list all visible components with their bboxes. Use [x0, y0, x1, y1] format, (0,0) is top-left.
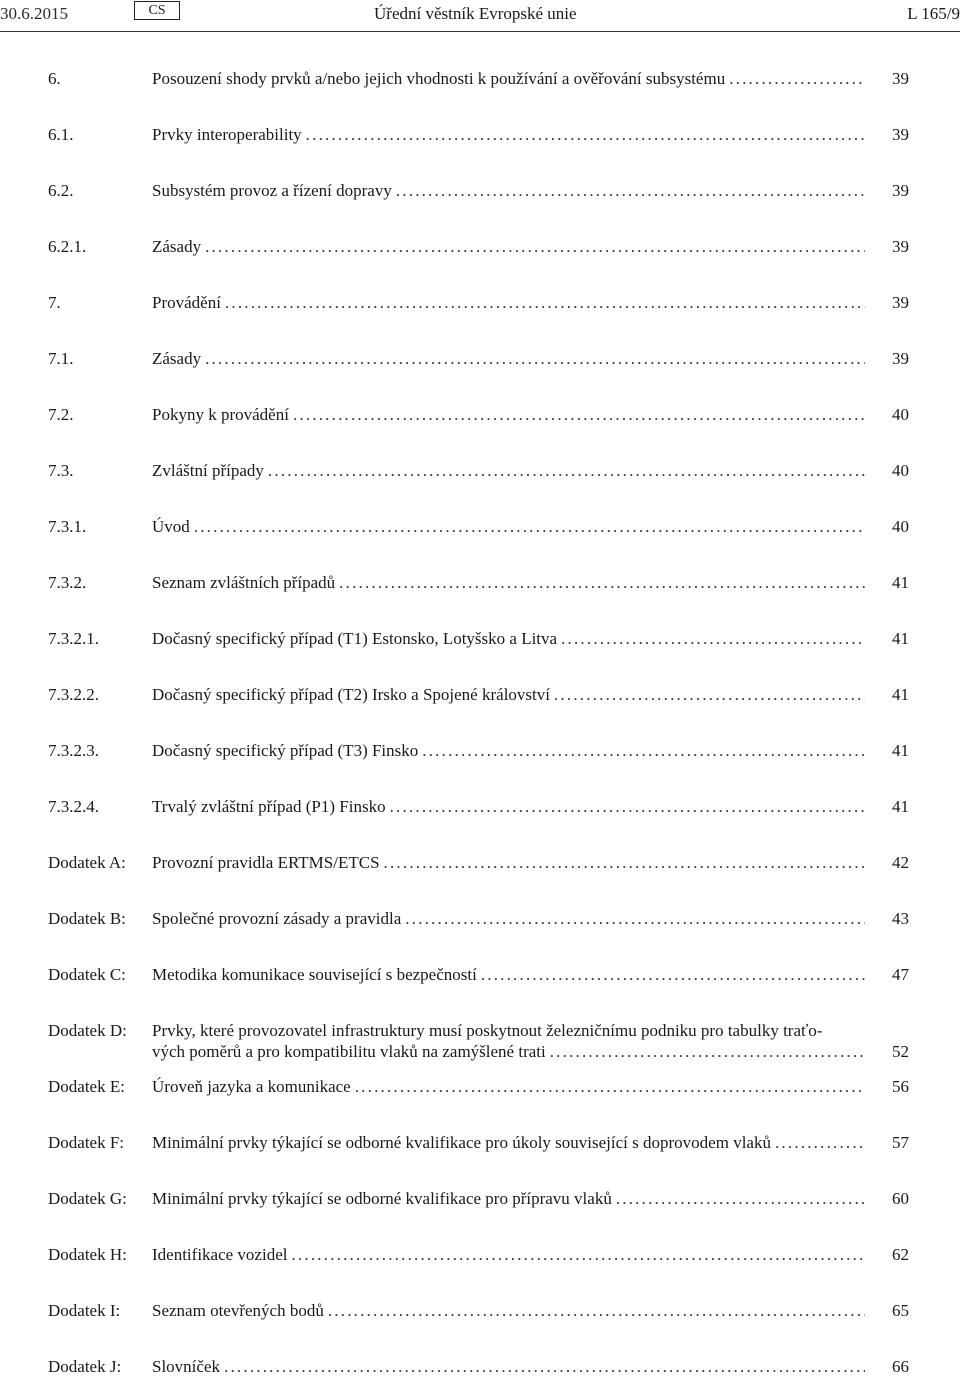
toc-title-line [152, 68, 865, 89]
toc-entry-title [152, 180, 865, 201]
toc-title-text: Dočasný specifický případ (T2) Irsko a Spojené království [152, 685, 550, 704]
toc-entry-page: 39 [892, 69, 909, 88]
toc-entry-page: 39 [892, 237, 909, 256]
toc-entry-page: 66 [892, 1357, 909, 1376]
toc-entry-page: 39 [892, 293, 909, 312]
toc-entry-page: 43 [892, 909, 909, 928]
toc-entry-title [152, 1132, 865, 1153]
toc-title-line [152, 348, 865, 369]
dot-leader [390, 796, 865, 817]
toc-entry-title [152, 404, 865, 425]
toc-entry-number: 7.3.2.4. [48, 797, 99, 816]
toc-title-text: Prvky interoperability [152, 125, 302, 144]
toc-title-line [152, 572, 865, 593]
toc-entry-title [152, 1076, 865, 1097]
toc-entry-title [152, 740, 865, 761]
toc-entry-title [152, 124, 865, 145]
dot-leader [481, 964, 865, 985]
toc-entry-number: 7.3.2.2. [48, 685, 99, 704]
toc-entry-page: 40 [892, 405, 909, 424]
toc-entry-page: 60 [892, 1189, 909, 1208]
language-badge: CS [134, 1, 180, 20]
journal-title: Úřední věstník Evropské unie [374, 4, 577, 23]
dot-leader [616, 1188, 865, 1209]
header-rule [0, 31, 960, 32]
toc-title-line [152, 180, 865, 201]
toc-title-text: Seznam otevřených bodů [152, 1301, 324, 1320]
dot-leader [339, 572, 865, 593]
dot-leader [205, 236, 865, 257]
dot-leader [328, 1300, 865, 1321]
toc-title-line [152, 1132, 865, 1153]
toc-entry-number: 6.1. [48, 125, 74, 144]
toc-entry-page: 39 [892, 349, 909, 368]
toc-title-line [152, 1356, 865, 1377]
toc-entry-number: Dodatek A: [48, 853, 126, 872]
toc-entry-number: Dodatek D: [48, 1021, 127, 1040]
dot-leader [561, 628, 865, 649]
toc-entry-number: Dodatek F: [48, 1133, 125, 1152]
dot-leader [225, 292, 865, 313]
dot-leader [405, 908, 865, 929]
toc-title-line [152, 740, 865, 761]
toc-title-text: Slovníček [152, 1357, 220, 1376]
toc-entry-title [152, 964, 865, 985]
toc-title-text: Provádění [152, 293, 221, 312]
toc-title-text: Úroveň jazyka a komunikace [152, 1077, 351, 1096]
toc-title-line [152, 852, 865, 873]
toc-title-text: vých poměrů a pro kompatibilitu vlaků na zamýšlené trati [152, 1042, 546, 1061]
toc-entry-title [152, 460, 865, 481]
toc-entry-page: 40 [892, 461, 909, 480]
toc-entry-title [152, 68, 865, 89]
toc-title-line [152, 292, 865, 313]
toc-entry-title [152, 516, 865, 537]
toc-entry-title [152, 236, 865, 257]
toc-entry-page: 62 [892, 1245, 909, 1264]
toc-entry-page: 41 [892, 685, 909, 704]
dot-leader [729, 68, 865, 89]
dot-leader [205, 348, 865, 369]
toc-entry-number: Dodatek E: [48, 1077, 125, 1096]
toc-entry-page: 42 [892, 853, 909, 872]
toc-entry-page: 40 [892, 517, 909, 536]
toc-title-line [152, 1020, 865, 1041]
toc-entry-number: 7.3.2.3. [48, 741, 99, 760]
toc-entry-page: 39 [892, 181, 909, 200]
toc-entry-number: Dodatek B: [48, 909, 126, 928]
dot-leader [384, 852, 865, 873]
toc-title-text: Subsystém provoz a řízení dopravy [152, 181, 392, 200]
toc-entry-title [152, 796, 865, 817]
toc-entry-title [152, 1356, 865, 1377]
publication-date: 30.6.2015 [0, 4, 68, 23]
toc-title-text: Posouzení shody prvků a/nebo jejich vhodnosti k používání a ověřování subsystému [152, 69, 726, 88]
toc-title-text: Provozní pravidla ERTMS/ETCS [152, 853, 380, 872]
toc-entry-title [152, 572, 865, 593]
toc-title-text: Dočasný specifický případ (T3) Finsko [152, 741, 419, 760]
toc-title-text: Úvod [152, 517, 190, 536]
toc-entry-title [152, 292, 865, 313]
toc-entry-page: 52 [892, 1042, 909, 1061]
toc-entry-number: 7.3.2. [48, 573, 87, 592]
toc-title-line [152, 460, 865, 481]
dot-leader [422, 740, 865, 761]
toc-title-text: Minimální prvky týkající se odborné kvalifikace pro přípravu vlaků [152, 1189, 612, 1208]
toc-entry-title [152, 628, 865, 649]
toc-entry-number: 7.2. [48, 405, 74, 424]
toc-title-text: Zásady [152, 237, 202, 256]
toc-title-text: Trvalý zvláštní případ (P1) Finsko [152, 797, 386, 816]
toc-title-line [152, 236, 865, 257]
toc-title-text: Identifikace vozidel [152, 1245, 288, 1264]
toc-title-line [152, 404, 865, 425]
page-reference: L 165/9 [907, 4, 960, 23]
toc-entry-number: 6.2.1. [48, 237, 87, 256]
toc-entry-number: 7.3.1. [48, 517, 87, 536]
toc-entry-page: 57 [892, 1133, 909, 1152]
toc-entry-page: 41 [892, 629, 909, 648]
toc-entry-number: 7.3. [48, 461, 74, 480]
dot-leader [224, 1356, 865, 1377]
toc-entry-page: 41 [892, 573, 909, 592]
dot-leader [194, 516, 865, 537]
toc-title-line [152, 1041, 865, 1062]
toc-entry-title [152, 1244, 865, 1265]
toc-entry-page: 65 [892, 1301, 909, 1320]
toc-entry-number: Dodatek C: [48, 965, 126, 984]
dot-leader [550, 1041, 865, 1062]
toc-title-line [152, 1188, 865, 1209]
dot-leader [293, 404, 865, 425]
toc-title-text: Zásady [152, 349, 202, 368]
toc-title-text: Seznam zvláštních případů [152, 573, 336, 592]
toc-title-text: Dočasný specifický případ (T1) Estonsko, Lotyšsko a Litva [152, 629, 558, 648]
toc-title-line [152, 796, 865, 817]
toc-entry-page: 41 [892, 741, 909, 760]
toc-title-text: Minimální prvky týkající se odborné kvalifikace pro úkoly související s doprovodem vlaků [152, 1133, 771, 1152]
toc-title-text: Pokyny k provádění [152, 405, 289, 424]
dot-leader [554, 684, 865, 705]
toc-entry-page: 41 [892, 797, 909, 816]
toc-title-line [152, 684, 865, 705]
page-header [0, 0, 960, 30]
toc-entry-number: Dodatek H: [48, 1245, 127, 1264]
toc-entry-title [152, 684, 865, 705]
toc-entry-title [152, 852, 865, 873]
toc-title-text: Zvláštní případy [152, 461, 264, 480]
toc-title-line [152, 516, 865, 537]
dot-leader [268, 460, 865, 481]
toc-entry-number: Dodatek I: [48, 1301, 121, 1320]
toc-title-line [152, 124, 865, 145]
dot-leader [306, 124, 865, 145]
dot-leader [291, 1244, 865, 1265]
dot-leader [775, 1132, 865, 1153]
dot-leader [355, 1076, 865, 1097]
toc-entry-title [152, 348, 865, 369]
toc-entry-page: 47 [892, 965, 909, 984]
toc-entry-number: 7. [48, 293, 61, 312]
toc-entry-number: 6.2. [48, 181, 74, 200]
toc-title-line [152, 1076, 865, 1097]
toc-entry-number: 7.1. [48, 349, 74, 368]
toc-title-line [152, 628, 865, 649]
toc-entry-title [152, 1300, 865, 1321]
toc-entry-number: 6. [48, 69, 61, 88]
toc-entry-number: Dodatek G: [48, 1189, 127, 1208]
toc-title-text: Prvky, které provozovatel infrastruktury musí poskytnout železničnímu podniku pro tabulky traťo- [152, 1021, 823, 1040]
toc-title-line [152, 964, 865, 985]
toc-entry-page: 56 [892, 1077, 909, 1096]
toc-title-text: Společné provozní zásady a pravidla [152, 909, 402, 928]
toc-title-line [152, 908, 865, 929]
toc-entry-title [152, 908, 865, 929]
toc-entry-page: 39 [892, 125, 909, 144]
toc-title-text: Metodika komunikace související s bezpečností [152, 965, 477, 984]
dot-leader [396, 180, 865, 201]
toc-entry-title [152, 1188, 865, 1209]
toc-title-line [152, 1300, 865, 1321]
toc-title-line [152, 1244, 865, 1265]
toc-entry-title [152, 1020, 865, 1062]
toc-entry-number: 7.3.2.1. [48, 629, 99, 648]
toc-entry-number: Dodatek J: [48, 1357, 122, 1376]
